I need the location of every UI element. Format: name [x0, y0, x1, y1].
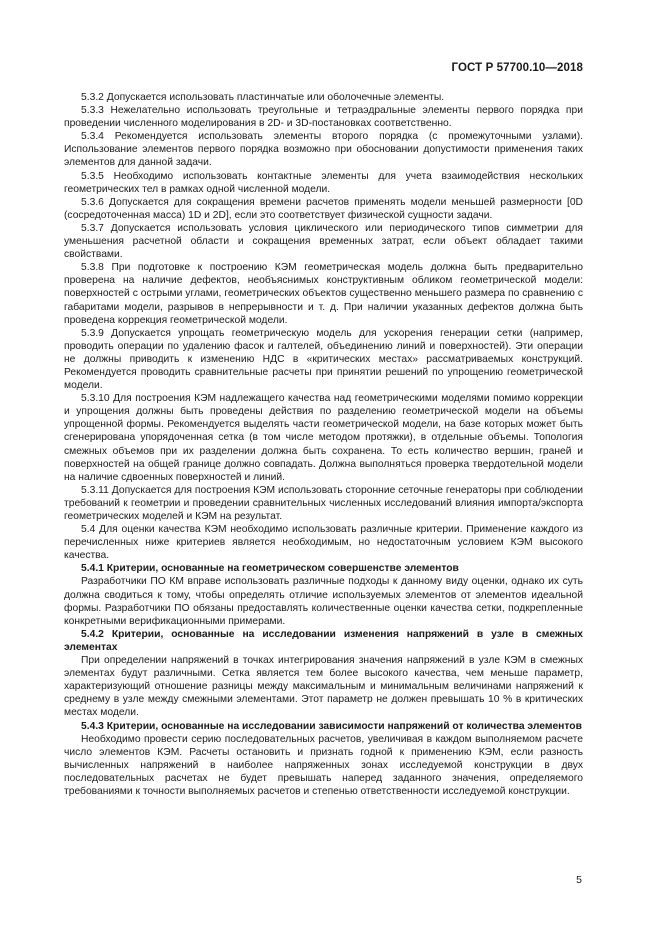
page-number: 5	[576, 874, 582, 886]
paragraph: 5.3.2 Допускается использовать пластинчатые или оболочечные элементы.	[81, 92, 445, 103]
paragraph: Разработчики ПО КМ вправе использовать различные подходы к данному виду оценки, однако их суть должна сводиться к тому, чтобы определять отличие используемых элементов от элементов идеальной формы. Разработчики ПО обязаны предоставлять количественные оценки качества сетки, подкрепленные конкретными верификационными примерами.	[64, 576, 583, 627]
paragraph: 5.3.10 Для построения КЭМ надлежащего качества над геометрическими моделями помимо коррекции и упрощения должны быть проведены действия по разделению геометрической модели на объемы упрощенной формы. Рекомендуется выделять части геометрической модели, на базе которых может быть сгенерирована упорядоченная сетка (в том числе методом протяжки), в отдельные объемы. Топология смежных объемов при их разделении должна быть сохранена. То есть количество вершин, граней и поверхностей на общей границе должно совпадать. Должна выполняться проверка твердотельной модели на наличие сдвоенных поверхностей и линий.	[64, 393, 583, 483]
paragraph: 5.3.8 При подготовке к построению КЭМ геометрическая модель должна быть предварительно проверена на наличие дефектов, необъяснимых конструктивным обликом геометрической модели: поверхностей с острыми углами, геометрических объектов существенно меньшего размера по сравнению с габаритами модели, разрывов в непрерывности и т. д. При наличии указанных дефектов должна быть проведена коррекция геометрической модели.	[64, 262, 583, 326]
paragraph: Необходимо провести серию последовательных расчетов, увеличивая в каждом выполняемом расчете число элементов КЭМ. Расчеты остановить и признать годной к применению КЭМ, если разность вычисленных напряжений в наиболее напряженных зонах исследуемой конструкции в двух последовательных расчетах не будет превышать наперед заданного значения, определяемого требованиями к точности выполняемых расчетов и степенью ответственности исследуемой конструкции.	[64, 733, 583, 797]
section-heading: 5.4.1 Критерии, основанные на геометрическом совершенстве элементов	[81, 563, 459, 575]
paragraph: 5.3.3 Нежелательно использовать треугольные и тетраэдральные элементы первого порядка при проведении численного моделирования в 2D- и 3D-постановках соответственно.	[64, 105, 583, 130]
document-body	[64, 91, 583, 798]
paragraph: 5.3.4 Рекомендуется использовать элементы второго порядка (с промежуточными узлами). Использование элементов первого порядка возможно при обосновании допустимости применения таких элементов для данной задачи.	[64, 131, 583, 169]
document-header: ГОСТ Р 57700.10—2018	[451, 62, 583, 74]
paragraph: 5.3.9 Допускается упрощать геометрическую модель для ускорения генерации сетки (например, проводить операции по удалению фасок и галтелей, объединению линий и поверхностей). Эти операции не должны приводить к изменению НДС в «критических местах» рассматриваемых конструкций. Рекомендуется проводить сравнительные расчеты при принятии решений по упрощению геометрической модели.	[64, 327, 583, 392]
section-heading: 5.4.3 Критерии, основанные на исследовании зависимости напряжений от количества элементов	[81, 720, 582, 732]
paragraph: 5.3.6 Допускается для сокращения времени расчетов применять модели меньшей размерности [0D (сосредоточенная масса) 1D и 2D], если это соответствует физической сущности задачи.	[64, 196, 583, 221]
paragraph: При определении напряжений в точках интегрирования значения напряжений в узле КЭМ в смежных элементах будут различными. Сетка является тем более высокого качества, чем меньше параметр, характеризующий отношение разницы между максимальным и минимальным величинами напряжений к среднему в узле между смежными элементами. Этот параметр не должен превышать 10 % в критических местах модели.	[64, 655, 583, 719]
paragraph: 5.3.11 Допускается для построения КЭМ использовать сторонние сеточные генераторы при соблюдении требований к геометрии и проведении сравнительных численных исследований влияния импорта/экспорта геометрических моделей и КЭМ на результат.	[64, 484, 583, 522]
paragraph: 5.4 Для оценки качества КЭМ необходимо использовать различные критерии. Применение каждого из перечисленных ниже критериев является необходимым, но недостаточным условием КЭМ высокого качества.	[64, 524, 583, 562]
section-heading: 5.4.2 Критерии, основанные на исследовании изменения напряжений в узле в смежных элементах	[64, 628, 583, 653]
paragraph: 5.3.7 Допускается использовать условия циклического или периодического типов симметрии для уменьшения расчетной области и сокращения временных затрат, если объект обладает такими свойствами.	[64, 222, 583, 261]
paragraph: 5.3.5 Необходимо использовать контактные элементы для учета взаимодействия нескольких геометрических тел в рамках одной численной модели.	[64, 170, 583, 195]
